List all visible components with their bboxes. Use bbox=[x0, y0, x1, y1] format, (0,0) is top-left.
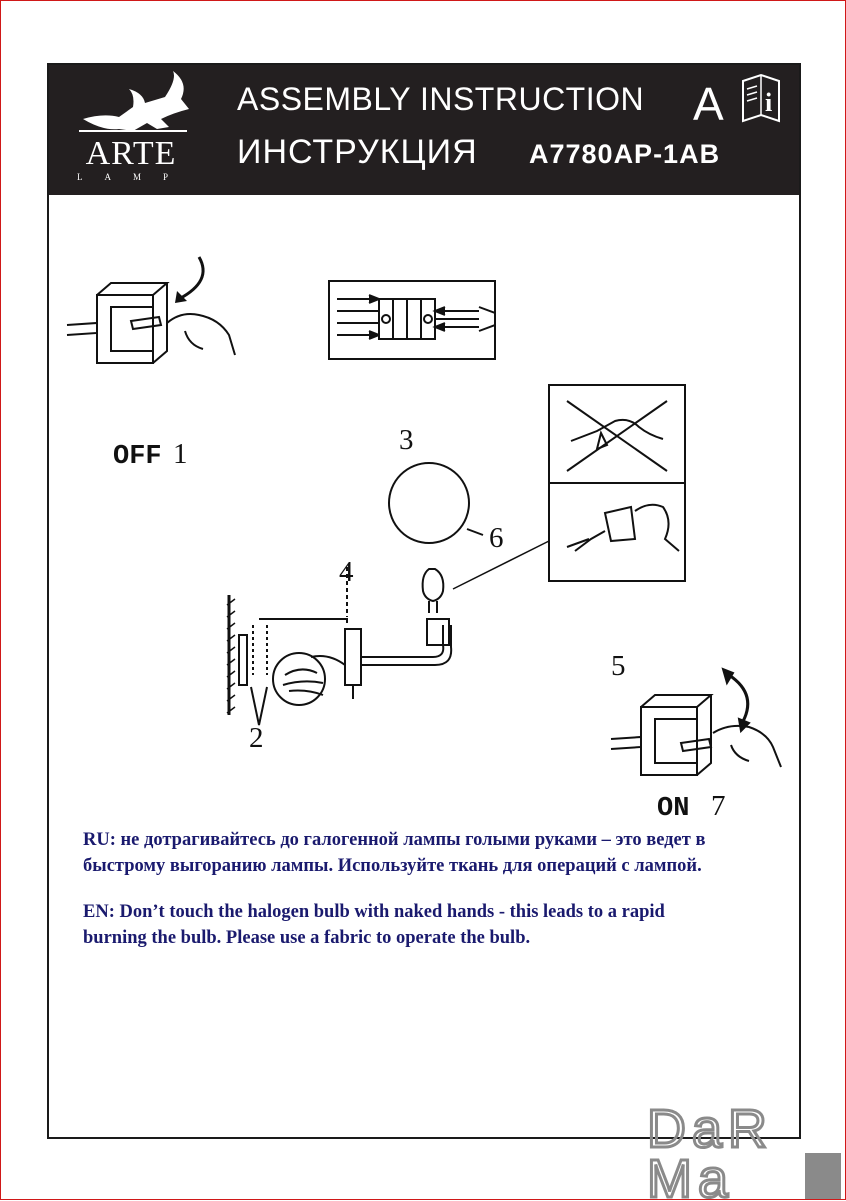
darma-watermark bbox=[641, 1101, 846, 1201]
assembly-diagram bbox=[49, 195, 799, 835]
switch-off-illustration bbox=[67, 257, 235, 363]
note-ru-line2: быстрому выгоранию лампы. Используйте ткань для операций с лампой. bbox=[83, 856, 702, 876]
bulb-handling-panels bbox=[549, 385, 685, 581]
griffin-logo-icon bbox=[73, 69, 193, 139]
note-russian bbox=[83, 827, 783, 879]
step-label-off: OFF bbox=[113, 442, 162, 472]
step-number-1: 1 bbox=[173, 438, 188, 470]
brand-name: ARTE bbox=[85, 135, 177, 172]
watermark-block bbox=[805, 1153, 841, 1199]
step-number-4: 4 bbox=[339, 556, 354, 588]
watermark-line2: Ma bbox=[647, 1149, 735, 1201]
info-glyph: i bbox=[765, 88, 773, 117]
switch-on-illustration bbox=[611, 669, 781, 775]
model-number: A7780AP-1AB bbox=[529, 139, 721, 169]
brand-subtitle: LAMP bbox=[77, 172, 191, 182]
title-english: ASSEMBLY INSTRUCTION bbox=[237, 81, 645, 117]
note-ru-line1: RU: не дотрагивайтесь до галогенной лампы голыми руками – это ведет в bbox=[83, 830, 706, 850]
note-en-line1: EN: Don’t touch the halogen bulb with naked hands - this leads to a rapid bbox=[83, 902, 665, 922]
note-english bbox=[83, 899, 783, 951]
step-label-on: ON bbox=[657, 794, 690, 824]
step-number-7: 7 bbox=[711, 790, 726, 822]
info-book-icon bbox=[739, 71, 783, 127]
step-number-5: 5 bbox=[611, 650, 626, 682]
page-letter: A bbox=[693, 78, 724, 130]
wall-mount-and-arm bbox=[227, 595, 451, 725]
step-number-3: 3 bbox=[399, 424, 414, 456]
step-number-6: 6 bbox=[489, 522, 504, 554]
instruction-sheet bbox=[47, 63, 801, 1139]
step-number-2: 2 bbox=[249, 722, 264, 754]
header-bar bbox=[49, 65, 799, 195]
globe-shade bbox=[389, 463, 469, 543]
terminal-block-illustration bbox=[329, 281, 495, 359]
halogen-bulb bbox=[423, 569, 444, 613]
watermark-line1: DaR bbox=[647, 1101, 774, 1159]
title-russian: ИНСТРУКЦИЯ bbox=[237, 133, 478, 171]
note-en-line2: burning the bulb. Please use a fabric to operate the bulb. bbox=[83, 928, 531, 948]
